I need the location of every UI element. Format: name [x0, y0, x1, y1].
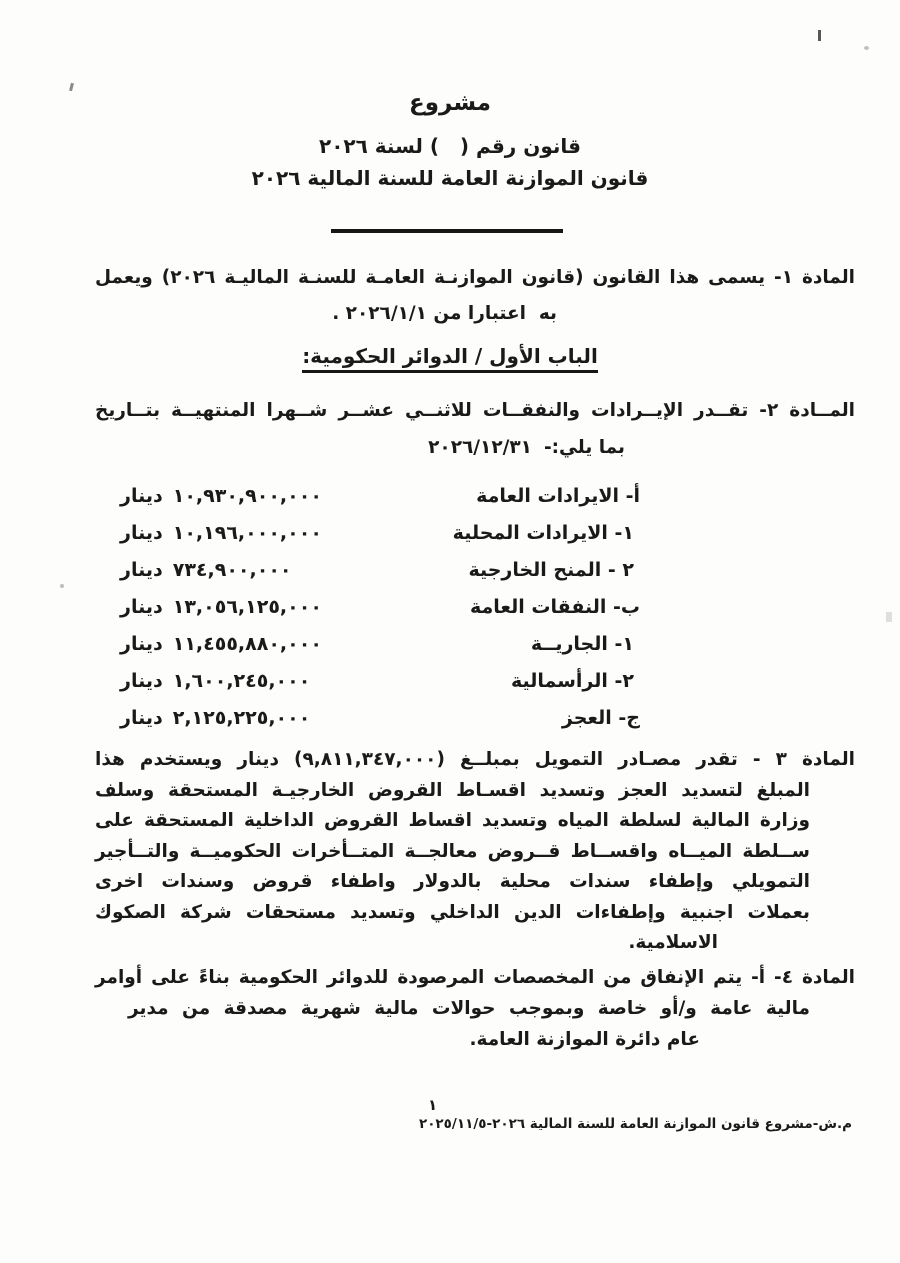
table-row-capital-expenditures	[95, 662, 640, 699]
scan-artifact	[886, 612, 892, 622]
row-amount	[95, 670, 425, 692]
article-2-line-1: المــادة ٢- تقــدر الإيــرادات والنفقــات للاثنــي عشــر شــهرا المنتهيــة بتــاريخ	[95, 400, 856, 421]
article-2	[95, 392, 855, 466]
chapter-heading	[0, 344, 900, 368]
budget-table	[95, 477, 640, 736]
article-3-line-6: بعملات اجنبية وإطفاءات الدين الداخلي وتسديد مستحقات شركة الصكوك	[95, 901, 810, 923]
row-label: ب- النفقات العامة	[470, 595, 640, 618]
page-number: ١	[428, 1096, 438, 1114]
currency-unit: دينار	[120, 595, 163, 618]
row-label: ٢ - المنح الخارجية	[468, 558, 634, 581]
article-3-line-5: التمويلي وإطفاء سندات محلية بالدولار واطفاء قروض وسندات اخرى	[95, 871, 810, 892]
table-row-domestic-revenues	[95, 514, 640, 551]
currency-unit: دينار	[120, 669, 163, 692]
currency-unit: دينار	[120, 706, 163, 729]
fiscal-year-end-date: ٢٠٢٦/١٢/٣١	[428, 437, 532, 458]
amount-value: ١١,٤٥٥,٨٨٠,٠٠٠	[172, 632, 322, 655]
row-amount	[95, 707, 425, 729]
amount-value: ٧٣٤,٩٠٠,٠٠٠	[172, 558, 292, 581]
row-amount	[95, 633, 425, 655]
article-3-line-4: ســلطة الميــاه واقســاط قــروض معالجــة المتــأخرات الحكوميــة والتــأجير	[95, 840, 810, 862]
document-footer-reference: م.ش-مشروع قانون الموازنة العامة للسنة المالية ٢٠٢٦-٢٠٢٥/١١/٥	[418, 1116, 852, 1132]
row-amount	[95, 559, 425, 581]
row-label: ٢- الرأسمالية	[510, 669, 634, 692]
row-amount	[95, 596, 425, 618]
table-row-general-expenditures	[95, 588, 640, 625]
table-row-deficit	[95, 699, 640, 736]
scan-artifact	[864, 46, 869, 50]
title-block	[0, 90, 900, 198]
row-label: أ- الايرادات العامة	[476, 484, 640, 507]
article-4-line-3: عام دائرة الموازنة العامة.	[469, 1029, 700, 1050]
currency-unit: دينار	[120, 484, 163, 507]
table-row-general-revenues	[95, 477, 640, 514]
article-4	[95, 962, 855, 1055]
currency-unit: دينار	[120, 521, 163, 544]
article-4-line-2: مالية عامة و/أو خاصة وبموجب حوالات مالية شهرية مصدقة من مدير	[128, 998, 810, 1019]
amount-value: ١٠,٩٣٠,٩٠٠,٠٠٠	[172, 484, 322, 507]
law-name-line: قانون الموازنة العامة للسنة المالية ٢٠٢٦	[251, 166, 649, 190]
article-4-line-1: المادة ٤- أ- يتم الإنفاق من المخصصات المرصودة للدوائر الحكومية بناءً على أوامر	[95, 967, 856, 988]
table-row-current-expenditures	[95, 625, 640, 662]
currency-unit: دينار	[120, 632, 163, 655]
currency-unit: دينار	[120, 558, 163, 581]
amount-value: ١٠,١٩٦,٠٠٠,٠٠٠	[172, 521, 322, 544]
amount-value: ٢,١٢٥,٢٢٥,٠٠٠	[172, 706, 311, 729]
row-label: ١- الايرادات المحلية	[452, 521, 634, 544]
document-title-draft: مشروع	[409, 90, 491, 116]
row-amount	[95, 522, 425, 544]
article-1	[95, 260, 855, 332]
scan-artifact	[60, 584, 64, 588]
article-3-line-3: وزارة المالية لسلطة المياه وتسديد اقساط القروض الداخلية المستحقة على	[95, 810, 810, 831]
amount-value: ١٣,٠٥٦,١٢٥,٠٠٠	[172, 595, 322, 618]
article-1-line-2: به اعتبارا من ٢٠٢٦/١/١ .	[332, 303, 557, 324]
row-label: ١- الجاريــة	[530, 632, 634, 655]
article-3-line-2: المبلغ لتسديد العجز وتسديد اقسـاط القروض الخارجيـة المستحقة وسلف	[95, 779, 810, 801]
article-3-line-7: الاسلامية.	[628, 932, 718, 953]
row-label: ج- العجز	[561, 706, 640, 729]
law-number-line: قانون رقم ( ) لسنة ٢٠٢٦	[318, 134, 582, 158]
article-1-line-1: المادة ١- يسمى هذا القانون (قانون الموازنـة العامـة للسنـة الماليـة ٢٠٢٦) ويعمل	[95, 267, 855, 288]
amount-value: ١,٦٠٠,٢٤٥,٠٠٠	[172, 669, 311, 692]
row-amount	[95, 485, 425, 507]
chapter-heading-text: الباب الأول / الدوائر الحكومية:	[302, 344, 598, 373]
article-3-line-1: المادة ٣ - تقدر مصـادر التمويل بمبلــغ (٩,٨١١,٣٤٧,٠٠٠) دينار ويستخدم هذا	[95, 749, 856, 770]
table-row-foreign-grants	[95, 551, 640, 588]
article-2-line-2	[95, 429, 625, 466]
as-follows-text: بما يلي:-	[543, 437, 625, 458]
title-underline-rule	[331, 229, 563, 233]
article-3	[95, 745, 855, 959]
scan-artifact	[818, 30, 821, 41]
